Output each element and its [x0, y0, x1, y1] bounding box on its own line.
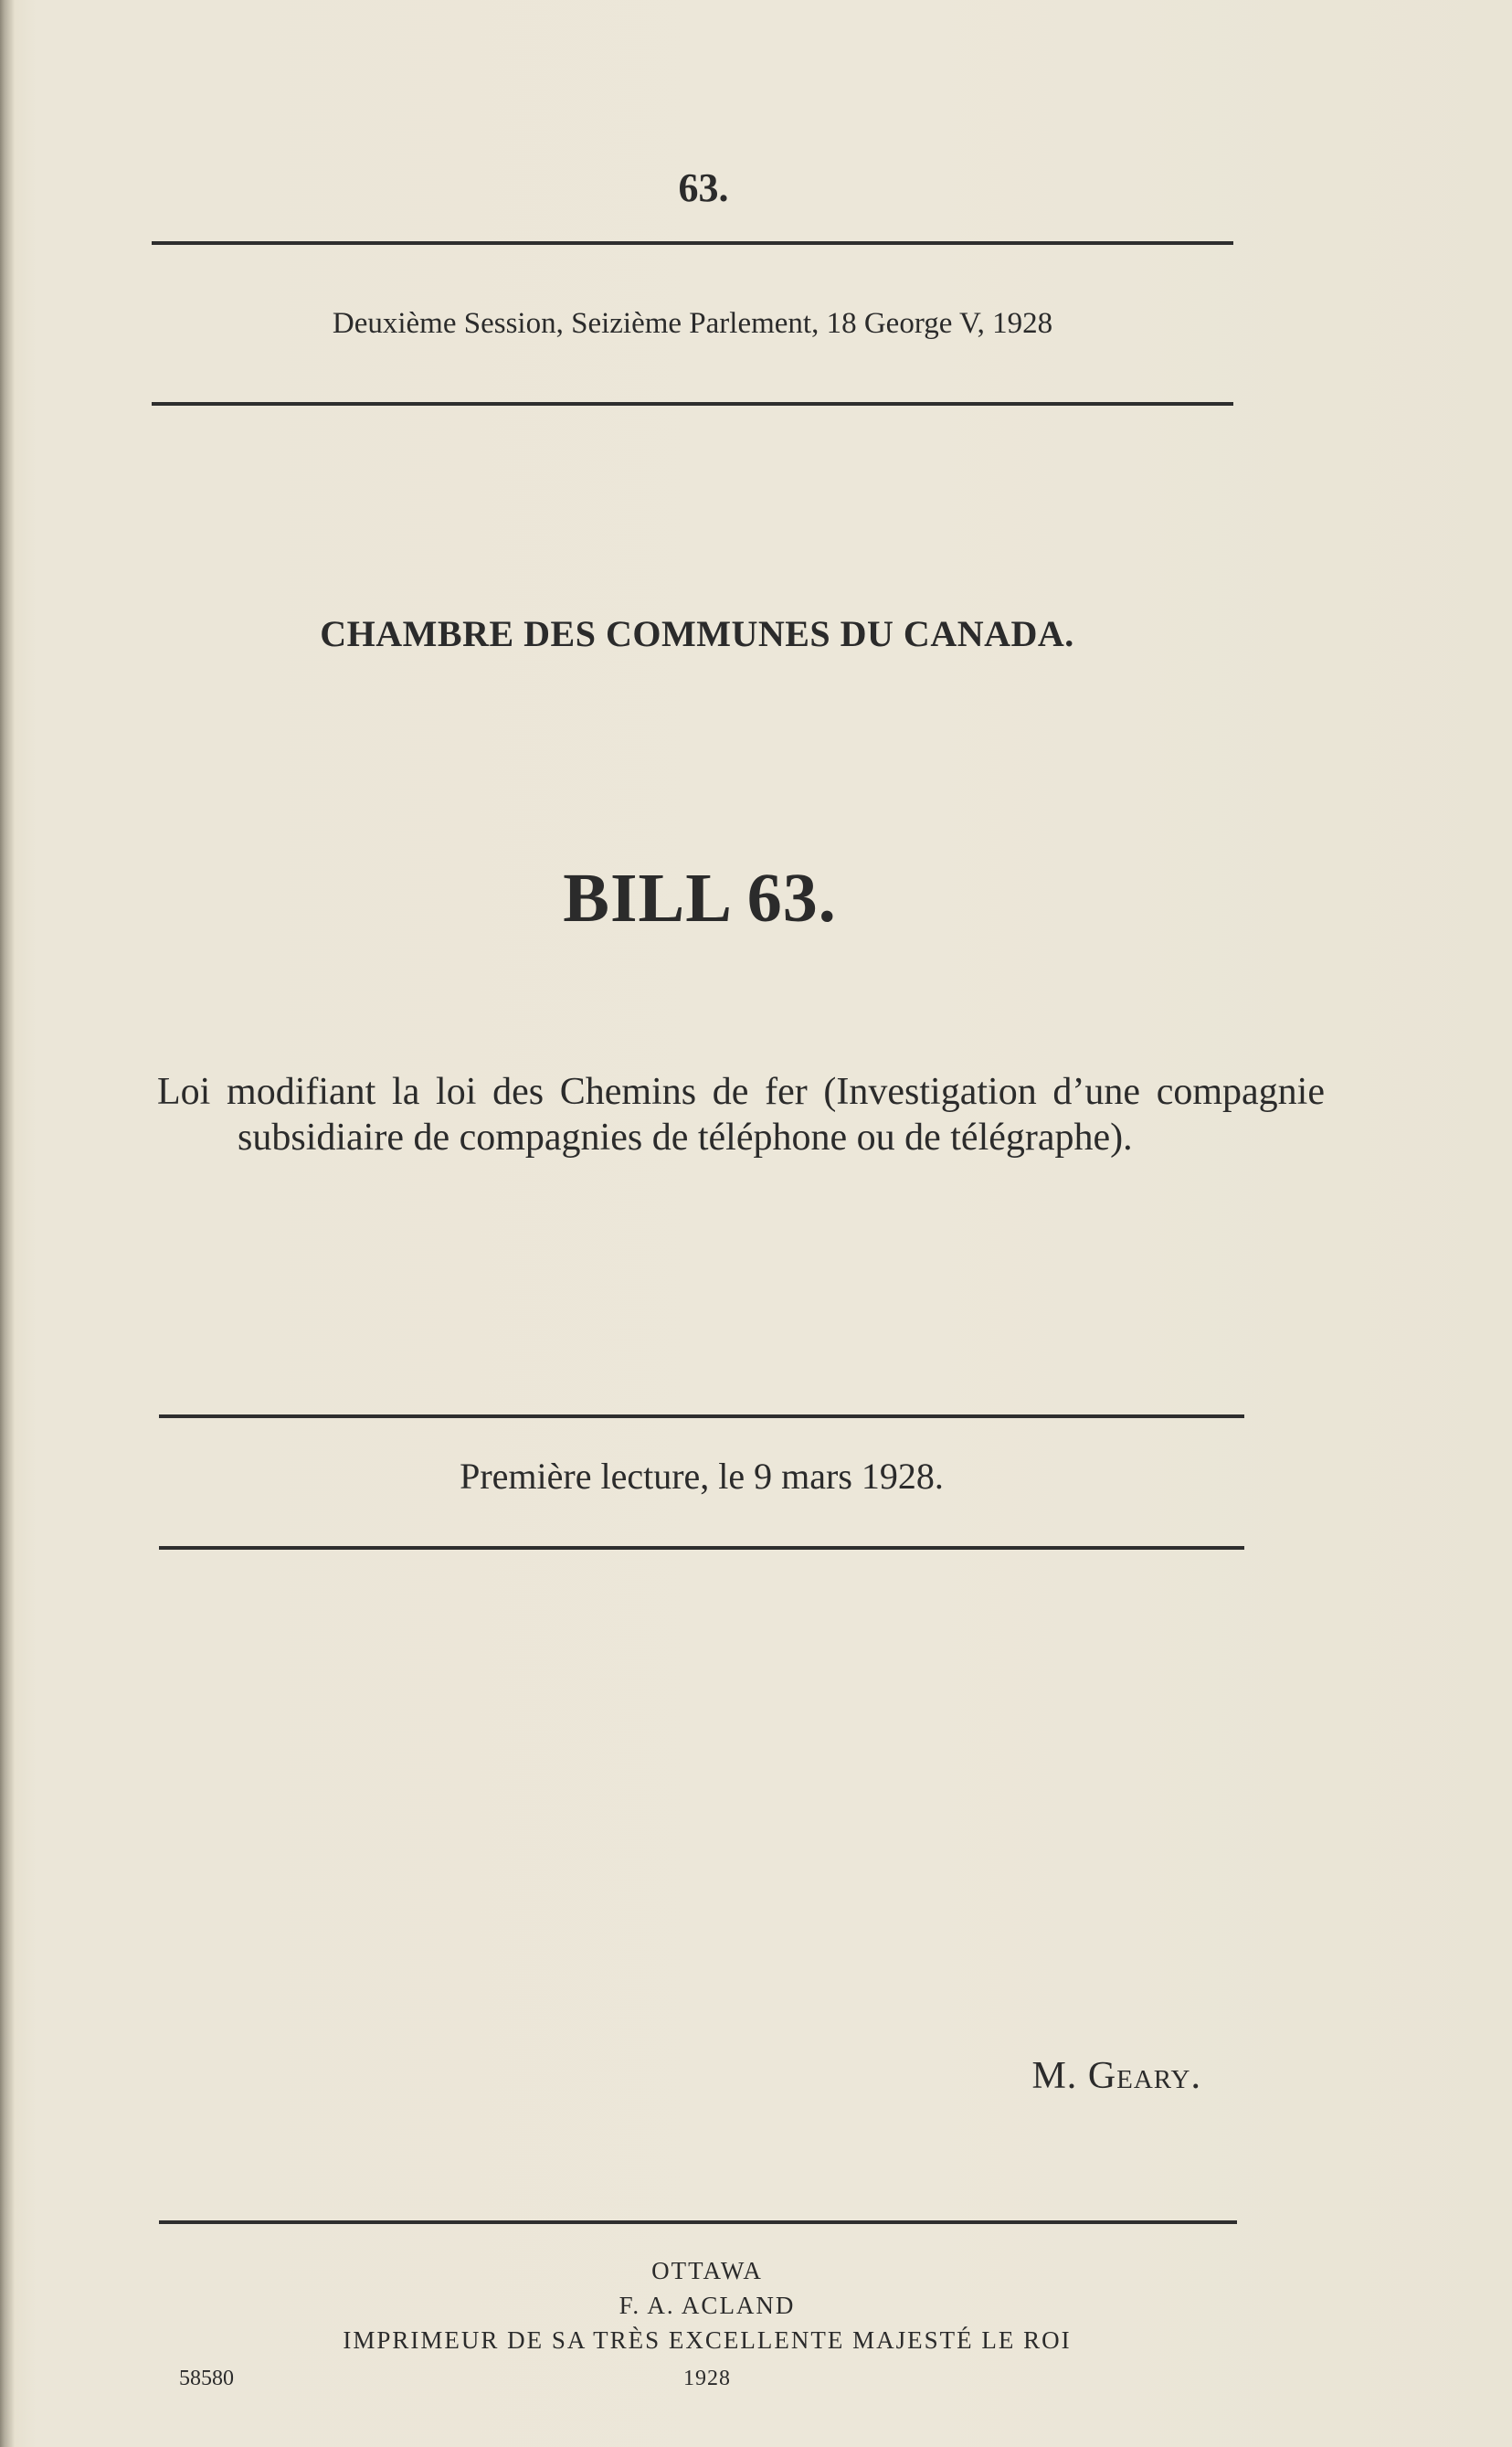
horizontal-rule: [159, 2220, 1237, 2224]
horizontal-rule: [152, 241, 1233, 245]
sponsor-surname: Geary.: [1087, 2055, 1201, 2097]
session-line: Deuxième Session, Seizième Parlement, 18 George V, 1928: [332, 307, 1053, 340]
chamber-heading: CHAMBRE DES COMMUNES DU CANADA.: [320, 613, 1074, 654]
print-number: 58580: [179, 2367, 234, 2390]
imprint-printer-title: IMPRIMEUR DE SA TRÈS EXCELLENTE MAJESTÉ LE ROI: [343, 2326, 1072, 2354]
bill-description: Loi modifiant la loi des Chemins de fer (Investigation d’une compagnie subsidiaire de compagnies de téléphone ou de télégraphe).: [157, 1071, 1325, 1159]
horizontal-rule: [159, 1546, 1244, 1550]
imprint-printer: F. A. ACLAND: [619, 2292, 796, 2319]
bill-number-heading: 63.: [678, 165, 729, 210]
imprint-year: 1928: [683, 2367, 731, 2390]
first-reading-line: Première lecture, le 9 mars 1928.: [460, 1456, 944, 1497]
sponsor-prefix: M.: [1031, 2055, 1078, 2097]
horizontal-rule: [159, 1414, 1244, 1418]
bill-title: BILL 63.: [563, 860, 837, 937]
horizontal-rule: [152, 402, 1233, 406]
binding-edge: [0, 0, 15, 2447]
sponsor-name: [1031, 2054, 1201, 2098]
imprint-city: OTTAWA: [651, 2257, 763, 2284]
